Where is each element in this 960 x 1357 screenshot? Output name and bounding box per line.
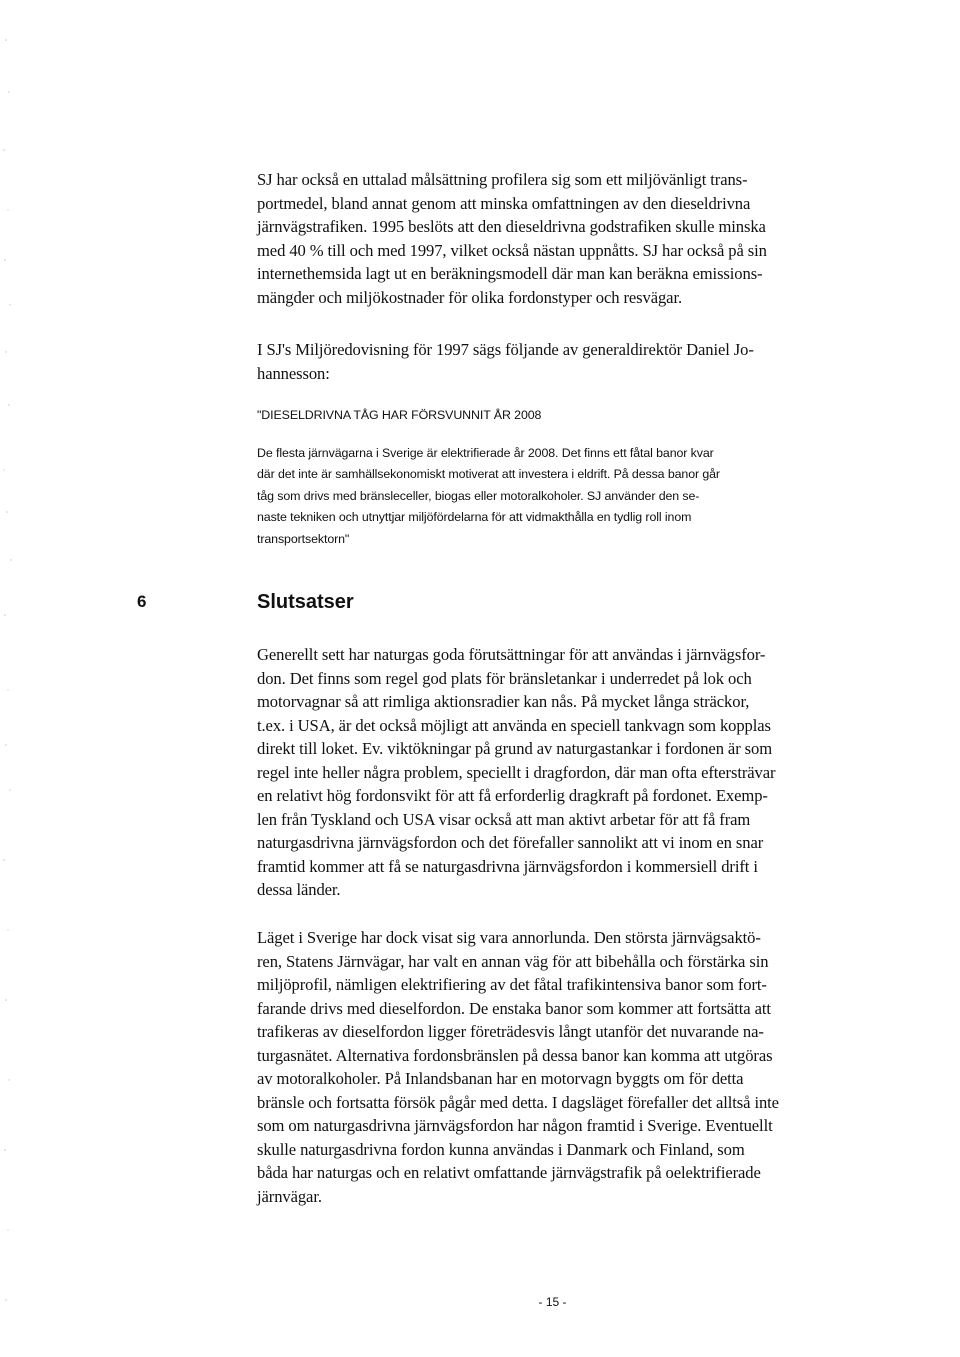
scan-edge-noise [0,0,40,1357]
text-line: don. Det finns som regel god plats för bränsletankar i underredet på lok och [257,668,752,688]
text-line: regel inte heller några problem, speciellt i dragfordon, där man ofta eftersträvar [257,762,776,782]
text-line: framtid kommer att få se naturgasdrivna järnvägsfordon i kommersiell drift i [257,856,758,876]
text-line: len från Tyskland och USA visar också att man aktivt arbetar för att få fram [257,809,751,829]
paragraph-conclusions-general [257,643,882,902]
text-line: av motoralkoholer. På Inlandsbanan har en motorvagn byggts om för detta [257,1069,744,1088]
paragraph-sj-environmental-goals [257,168,882,309]
page-number: - 15 - [538,1295,567,1309]
text-line: Generellt sett har naturgas goda förutsättningar för att användas i järnvägsfor- [257,645,766,664]
text-line: motorvagnar så att rimliga aktionsradier kan nås. På mycket långa sträckor, [257,692,750,711]
text-line: bränsle och fortsatta försök pågår med detta. I dagsläget förefaller det alltså inte [257,1092,779,1112]
text-line: turgasnätet. Alternativa fordonsbränslen på dessa banor kan komma att utgöras [257,1045,773,1065]
text-line: skulle naturgasdrivna fordon kunna användas i Danmark och Finland, som [257,1139,745,1159]
text-line: dessa länder. [257,880,341,899]
text-line: Läget i Sverige har dock visat sig vara annorlunda. Den största järnvägsaktö- [257,928,761,947]
text-line: farande drivs med dieselfordon. De enstaka banor som kommer att fortsätta att [257,998,771,1018]
text-line: miljöprofil, nämligen elektrifiering av det fåtal trafikintensiva banor som fort- [257,975,767,994]
text-line: en relativt hög fordonsvikt för att få erforderlig dragkraft på fordonet. Exemp- [257,786,768,805]
text-line: naste tekniken och utnyttjar miljöfördelarna för att vidmakthålla en tydlig roll inom [257,510,692,525]
paragraph-sweden-situation [257,926,882,1208]
text-line: tåg som drivs med bränsleceller, biogas eller motoralkoholer. SJ använder den se- [257,488,700,503]
quote-title: "DIESELDRIVNA TÅG HAR FÖRSVUNNIT ÅR 2008 [257,408,542,422]
text-line: I SJ's Miljöredovisning för 1997 sägs följande av generaldirektör Daniel Jo- [257,340,754,359]
text-line: hannesson: [257,363,330,383]
text-line: där det inte är samhällsekonomiskt motiverat att investera i eldrift. På dessa banor går [257,467,720,482]
text-line: SJ har också en uttalad målsättning profilera sig som ett miljövänligt trans- [257,170,748,189]
text-line: som om naturgasdrivna järnvägsfordon har någon framtid i Sverige. Eventuellt [257,1116,773,1135]
text-line: båda har naturgas och en relativt omfattande järnvägstrafik på oelektrifierade [257,1163,761,1182]
text-line: med 40 % till och med 1997, vilket också nästan uppnåtts. SJ har också på sin [257,240,767,260]
text-line: t.ex. i USA, är det också möjligt att använda en speciell tankvagn som kopplas [257,715,771,735]
text-line: De flesta järnvägarna i Sverige är elektrifierade år 2008. Det finns ett fåtal banor kvar [257,446,714,460]
quote-body [257,443,882,550]
text-line: ren, Statens Järnvägar, har valt en annan väg för att bibehålla och förstärka sin [257,951,769,971]
text-line: järnvägstrafiken. 1995 beslöts att den dieseldrivna godstrafiken skulle minska [257,217,766,236]
paragraph-quote-intro [257,338,882,385]
text-line: järnvägar. [257,1186,322,1206]
section-title: Slutsatser [257,591,354,613]
text-line: internethemsida lagt ut en beräkningsmodell där man kan beräkna emissions- [257,264,763,283]
text-line: direkt till loket. Ev. viktökningar på grund av naturgastankar i fordonen är som [257,739,773,758]
section-number: 6 [137,592,147,611]
text-line: naturgasdrivna järnvägsfordon och det förefaller sannolikt att vi inom en snar [257,833,764,852]
text-line: mängder och miljökostnader för olika fordonstyper och resvägar. [257,287,683,307]
text-line: transportsektorn" [257,531,350,546]
text-line: trafikeras av dieselfordon ligger företrädesvis långt utanför det nuvarande na- [257,1022,764,1041]
text-line: portmedel, bland annat genom att minska omfattningen av den dieseldrivna [257,193,751,213]
